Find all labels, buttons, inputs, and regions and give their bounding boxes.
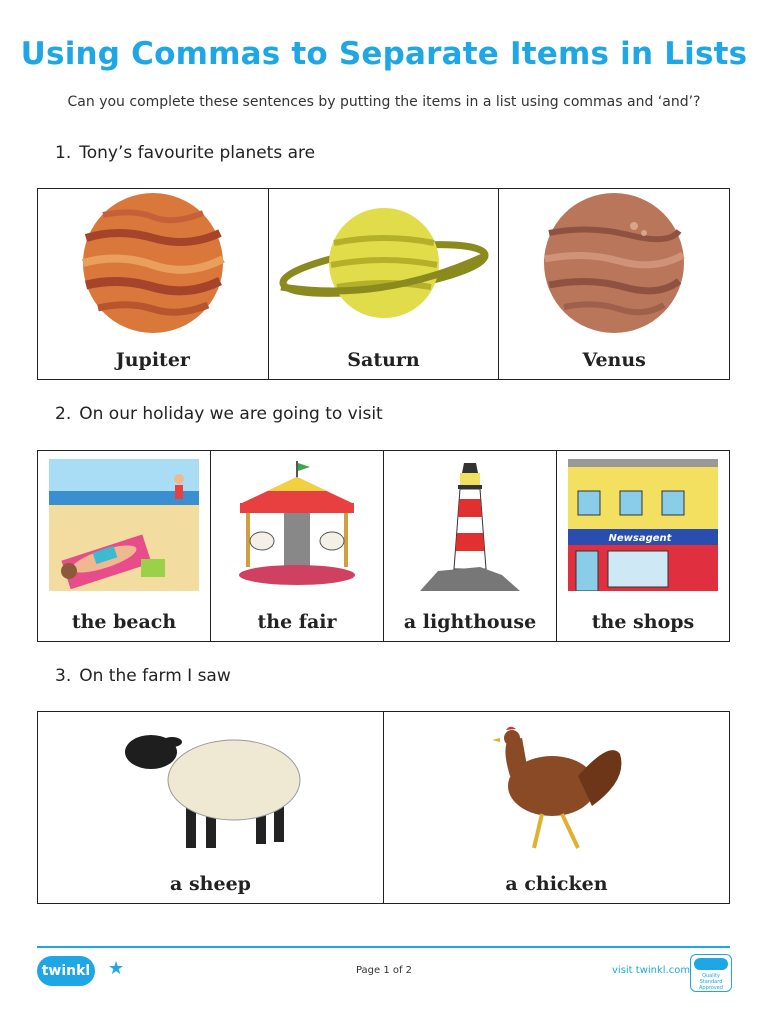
question-1 — [55, 143, 315, 163]
item-card-fair — [211, 451, 384, 641]
badge-logo — [694, 958, 728, 970]
farm-grid — [37, 711, 730, 904]
item-label: a lighthouse — [403, 611, 537, 633]
item-label: the fair — [257, 611, 337, 633]
question-number: 2. — [55, 404, 72, 424]
saturn-icon — [279, 203, 489, 323]
question-number: 3. — [55, 666, 72, 686]
item-label: a chicken — [505, 873, 608, 895]
venus-icon — [539, 193, 689, 333]
shops-icon — [568, 459, 718, 591]
item-card-lighthouse — [384, 451, 557, 641]
question-2 — [55, 404, 383, 424]
question-text: On the farm I saw — [79, 666, 231, 686]
shop-sign: Newsagent — [608, 533, 672, 544]
star-icon: ★ — [108, 958, 125, 979]
jupiter-icon — [78, 193, 228, 333]
item-card-chicken — [384, 712, 729, 903]
item-label: the shops — [591, 611, 695, 633]
visit-link[interactable]: visit twinkl.com — [612, 965, 691, 976]
item-card-venus — [499, 189, 729, 379]
holiday-grid — [37, 450, 730, 642]
chicken-icon — [482, 720, 632, 854]
planets-grid — [37, 188, 730, 380]
lighthouse-icon — [420, 459, 520, 591]
item-label: Jupiter — [115, 349, 190, 371]
instructions: Can you complete these sentences by putting the items in a list using commas and ‘and’? — [67, 94, 701, 110]
question-text: Tony’s favourite planets are — [79, 143, 316, 163]
twinkl-logo[interactable]: twinkl — [37, 956, 95, 986]
item-label: a sheep — [170, 873, 251, 895]
item-label: Saturn — [347, 349, 420, 371]
item-card-beach — [38, 451, 211, 641]
item-label: the beach — [71, 611, 177, 633]
footer-divider — [37, 946, 730, 948]
quality-badge — [690, 954, 732, 992]
question-text: On our holiday we are going to visit — [79, 404, 383, 424]
badge-text: Quality Standard Approved — [699, 973, 723, 991]
item-card-saturn — [269, 189, 500, 379]
item-card-jupiter — [38, 189, 269, 379]
item-card-shops — [557, 451, 729, 641]
sheep-icon — [116, 722, 306, 852]
page-number: Page 1 of 2 — [355, 965, 413, 976]
carousel-icon — [232, 459, 362, 591]
question-3 — [55, 666, 231, 686]
page-title: Using Commas to Separate Items in Lists — [20, 36, 748, 72]
question-number: 1. — [55, 143, 72, 163]
item-label: Venus — [582, 349, 646, 371]
beach-icon — [49, 459, 199, 591]
item-card-sheep — [38, 712, 384, 903]
